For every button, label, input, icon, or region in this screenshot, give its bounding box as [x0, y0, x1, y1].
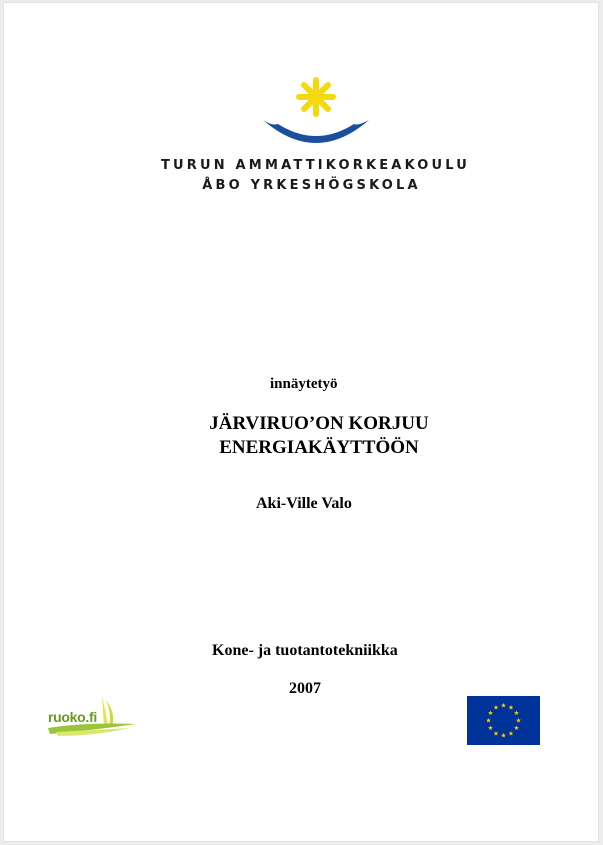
smile-arc-icon: [263, 120, 369, 143]
eu-flag-icon: [467, 696, 540, 745]
degree-program: Kone- ja tuotantotekniikka: [212, 642, 398, 659]
document-title: [0, 412, 603, 460]
title-line-1: JÄRVIRUO’ON KORJUU: [209, 413, 429, 434]
author-name: Aki-Ville Valo: [256, 495, 352, 512]
sun-star-icon: [299, 80, 333, 114]
ruoko-fi-logo: [46, 692, 138, 738]
thesis-type: innäytetyö: [270, 376, 338, 392]
title-line-2: ENERGIAKÄYTTÖÖN: [219, 437, 419, 458]
turku-amk-logo-icon: [258, 74, 374, 154]
school-name-finnish: TURUN AMMATTIKORKEAKOULU: [160, 158, 471, 173]
school-name-swedish: ÅBO YRKESHÖGSKOLA: [202, 178, 421, 193]
ruoko-fi-text: ruoko.fi: [48, 709, 97, 725]
publication-year: 2007: [289, 680, 321, 697]
